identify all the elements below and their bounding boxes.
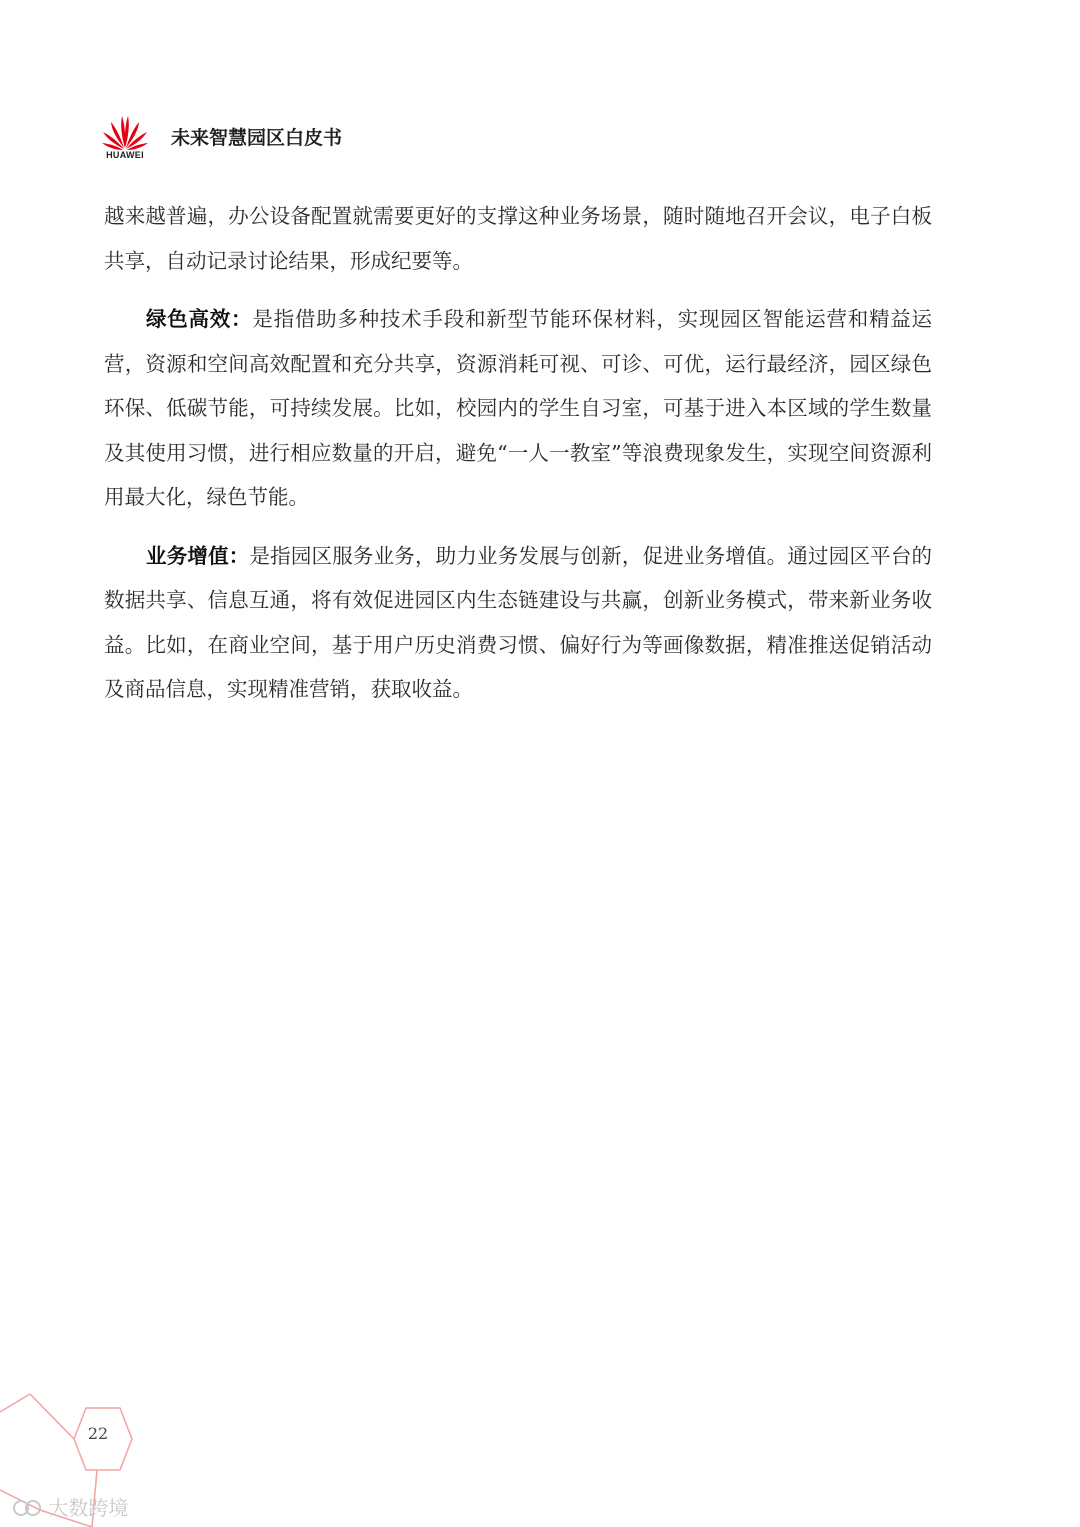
paragraph-text: 是指借助多种技术手段和新型节能环保材料，实现园区智能运营和精益运营，资源和空间高效配置和充分共享，资源消耗可视、可诊、可优，运行最经济，园区绿色环保、低碳节能，可持续发展。比如，校园内的学生自习室，可基于进入本区域的学生数量及其使用习惯，进行相应数量的开启，避免“一人一教室”等浪费现象发生，实现空间资源利用最大化，绿色节能。 <box>104 307 933 509</box>
watermark <box>12 1492 128 1522</box>
paragraph-green-efficiency <box>104 297 932 520</box>
paragraph-text: 是指园区服务业务，助力业务发展与创新，促进业务增值。通过园区平台的数据共享、信息互通，将有效促进园区内生态链建设与共赢，创新业务模式，带来新业务收益。比如，在商业空间，基于用户历史消费习惯、偏好行为等画像数据，精准推送促销活动及商品信息，实现精准营销，获取收益。 <box>104 543 933 701</box>
term-business-value: 业务增值： <box>146 543 250 568</box>
body-content <box>104 194 932 726</box>
term-green-efficiency: 绿色高效： <box>146 307 253 331</box>
huawei-logo <box>100 112 150 162</box>
logo-wordmark: HUAWEI <box>106 150 144 160</box>
watermark-text: 大数跨境 <box>48 1496 129 1520</box>
paragraph-continuation: 越来越普遍，办公设备配置就需要更好的支撑这种业务场景，随时随地召开会议，电子白板共享，自动记录讨论结果，形成纪要等。 <box>104 204 932 273</box>
huawei-petals-icon <box>100 112 150 152</box>
page-header <box>100 112 500 162</box>
paragraph-business-value <box>104 534 932 712</box>
watermark-logo-icon <box>12 1498 42 1518</box>
page-number: 22 <box>87 1424 109 1443</box>
document-title: 未来智慧园区白皮书 <box>171 127 343 149</box>
